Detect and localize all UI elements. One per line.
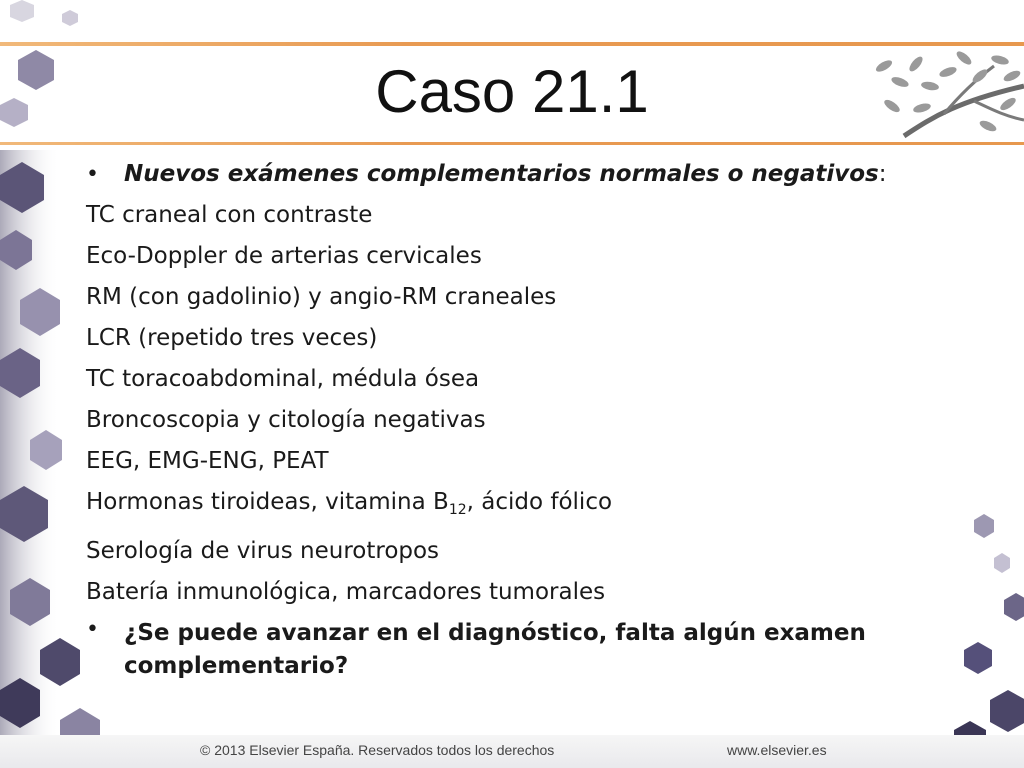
b12-subscript: 12	[448, 502, 467, 518]
exam-item: Broncoscopia y citología negativas	[86, 407, 486, 433]
question-text: ¿Se puede avanzar en el diagnóstico, falta algún examen complementario?	[124, 620, 866, 679]
heading-bullet-colon: :	[878, 161, 887, 187]
heading-bullet	[86, 154, 906, 195]
exam-item: Eco-Doppler de arterias cervicales	[86, 243, 482, 269]
hormones-text-after: , ácido fólico	[466, 489, 613, 515]
bullet-dot: •	[86, 162, 99, 187]
exam-item: EEG, EMG-ENG, PEAT	[86, 448, 329, 474]
exam-item: Batería inmunológica, marcadores tumorales	[86, 579, 606, 605]
exam-item: TC craneal con contraste	[86, 202, 373, 228]
footer-website: www.elsevier.es	[727, 742, 827, 758]
right-hexagon-decoration	[944, 500, 1024, 768]
slide-title: Caso 21.1	[375, 58, 649, 125]
exam-item: LCR (repetido tres veces)	[86, 325, 378, 351]
footer-copyright: © 2013 Elsevier España. Reservados todos los derechos	[200, 742, 555, 758]
hormones-text: Hormonas tiroideas, vitamina B	[86, 489, 449, 515]
heading-bullet-text: Nuevos exámenes complementarios normales o negativos	[124, 161, 879, 187]
exam-item: RM (con gadolinio) y angio-RM craneales	[86, 284, 557, 310]
exam-item: TC toracoabdominal, médula ósea	[86, 366, 480, 392]
bullet-dot: •	[86, 617, 99, 642]
header-rule-top	[0, 42, 1024, 46]
question-bullet	[86, 613, 906, 683]
slide-body	[86, 154, 906, 683]
exam-item-hormones	[86, 482, 906, 531]
exam-item: Serología de virus neurotropos	[86, 538, 440, 564]
header-rule-bottom	[0, 142, 1024, 145]
